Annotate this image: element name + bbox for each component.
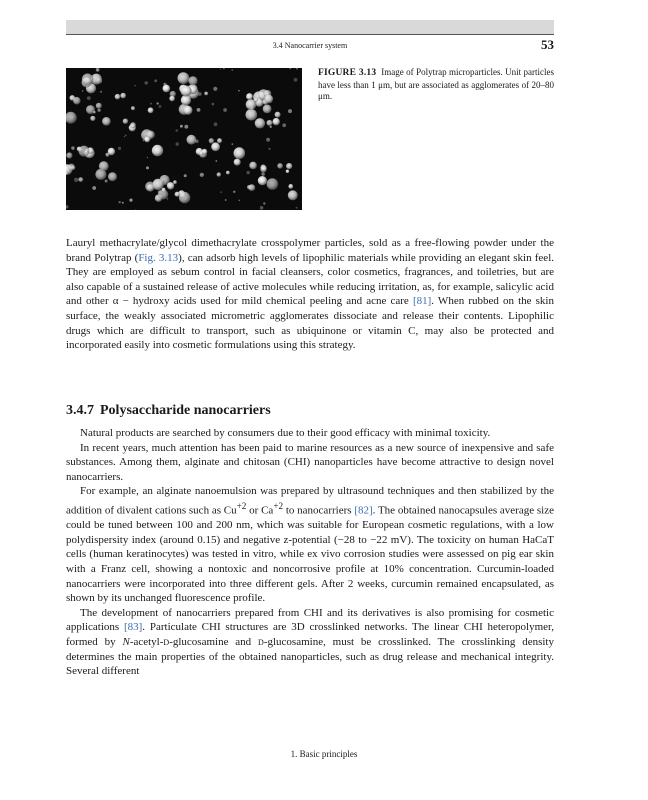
citation-link[interactable]: [82] (354, 504, 373, 517)
micrograph-particle (234, 159, 241, 166)
polytrap-micrograph-image (66, 68, 302, 210)
paragraph-alginate (66, 484, 554, 605)
micrograph-particle (169, 96, 175, 102)
micrograph-particle (90, 116, 95, 121)
micrograph-particle (123, 119, 128, 124)
micrograph-speck (98, 109, 101, 112)
micrograph-speck (220, 69, 221, 70)
micrograph-speck (146, 166, 149, 169)
micrograph-speck (158, 190, 162, 194)
micrograph-particle (173, 180, 177, 184)
micrograph-speck (220, 191, 222, 193)
superscript: +2 (236, 500, 247, 511)
micrograph-speck (158, 105, 161, 108)
micrograph-speck (143, 140, 144, 141)
micrograph-particle (130, 122, 136, 128)
micrograph-particle (254, 98, 258, 102)
micrograph-speck (253, 166, 255, 168)
micrograph-particle (152, 145, 163, 156)
text-run: Lauryl methacrylate/glycol dimethacrylate crosspolymer particles, sold as a free-flowing powder under the brand Polytrap ( (66, 237, 554, 264)
text-run: . When rubbed on the skin surface, the weakly associated micrometric agglomerates dissociate and release their contents. Lipophilic drugs which are difficult to transport, such as ubiquinone or vitamin C, may also be protected and incorporated easily into cosmetic formulations using this strategy. (66, 295, 554, 352)
page-footer: 1. Basic principles (290, 749, 358, 759)
micrograph-particle (277, 163, 283, 169)
micrograph-particle (202, 149, 208, 155)
paragraph-natural-products: Natural products are searched by consumers due to their good efficacy with minimal toxicity. (80, 427, 491, 439)
micrograph-speck (294, 78, 298, 82)
micrograph-particle (108, 172, 117, 181)
micrograph-particle (204, 92, 208, 96)
citation-link[interactable]: [83] (123, 621, 143, 634)
paragraph-polytrap (66, 236, 554, 353)
micrograph-speck (294, 194, 296, 196)
micrograph-particle (255, 118, 265, 128)
micrograph-speck (87, 96, 91, 100)
micrograph-speck (163, 83, 166, 86)
text-run: or Ca (246, 504, 274, 517)
figure-caption-text: Image of Polytrap microparticles. Unit particles have less than 1 μm, but are associated as agglomerates of 20–80 μm. (318, 67, 554, 102)
micrograph-speck (266, 138, 270, 142)
micrograph-speck (200, 173, 204, 177)
micrograph-particle (144, 137, 150, 143)
micrograph-speck (125, 135, 126, 136)
micrograph-speck (154, 79, 157, 82)
micrograph-particle (179, 192, 190, 203)
text-run: ), can adsorb high levels of lipophilic materials while providing an elegant skin feel. They are employed as sebum control in facial cleansers, color cosmetics, fragrances, and toiletries, but are also capable of a sustained release of active molecules while reducing irritation, as, for example, salicylic acid and other α − hydroxy acids used for mild chemical peeling and acne care (66, 251, 554, 308)
section-heading (66, 403, 554, 419)
small-caps-text: d (163, 635, 170, 648)
micrograph-particle (217, 138, 222, 143)
superscript: +2 (273, 500, 284, 511)
text-run: For example, an alginate nanoemulsion was prepared by ultrasound techniques and then stabilized by the addition of divalent cations such as Cu (66, 485, 554, 517)
micrograph-speck (92, 186, 96, 190)
micrograph-speck (247, 171, 250, 174)
micrograph-particle (273, 118, 280, 125)
figure-caption (318, 67, 554, 103)
micrograph-particle (131, 106, 135, 110)
header-rule (66, 34, 554, 35)
micrograph-particle (248, 184, 255, 191)
micrograph-particle (267, 178, 279, 190)
text-run: The development of nanocarriers prepared from CHI and its derivatives is also promising for cosmetic applications (66, 606, 554, 634)
micrograph-speck (167, 198, 169, 200)
small-caps-text: d (258, 635, 264, 648)
paragraph-chitosan (66, 606, 554, 679)
micrograph-speck (261, 172, 264, 175)
micrograph-speck (180, 125, 183, 128)
micrograph-particle (217, 172, 221, 176)
micrograph-particle (286, 163, 292, 169)
micrograph-particle (249, 162, 257, 170)
micrograph-speck (282, 123, 286, 127)
micrograph-particle (246, 93, 253, 100)
text-run: . Particulate CHI structures are 3D crosslinked networks. The linear CHI heteropolymer, formed by (66, 621, 555, 648)
micrograph-speck (184, 174, 187, 177)
page-number: 53 (541, 37, 554, 52)
micrograph-speck (263, 202, 265, 204)
micrograph-speck (233, 191, 235, 193)
micrograph-particle (178, 72, 190, 84)
micrograph-speck (296, 207, 298, 209)
micrograph-speck (129, 199, 132, 202)
micrograph-particle (263, 105, 272, 114)
micrograph-speck (213, 87, 217, 91)
micrograph-speck (288, 109, 292, 113)
micrograph-speck (268, 148, 270, 150)
micrograph-particle (181, 86, 192, 97)
micrograph-particle (96, 103, 102, 109)
micrograph-particle (246, 109, 258, 121)
micrograph-speck (225, 199, 227, 201)
micrograph-particle (73, 97, 81, 105)
micrograph-speck (74, 178, 78, 182)
micrograph-particle (66, 152, 72, 158)
micrograph-particle (187, 135, 197, 145)
running-section-title: 3.4 Nanocarrier system (272, 41, 348, 50)
micrograph-particle (181, 95, 191, 105)
micrograph-particle (258, 176, 267, 185)
section-body (66, 426, 554, 679)
micrograph-speck (70, 115, 73, 118)
micrograph-speck (215, 160, 217, 162)
micrograph-particle (153, 179, 164, 190)
micrograph-speck (134, 85, 136, 87)
micrograph-speck (105, 180, 108, 183)
micrograph-particle (286, 170, 290, 174)
micrograph-particle (99, 161, 109, 171)
micrograph-speck (239, 200, 240, 201)
micrograph-speck (96, 68, 100, 72)
micrograph-particle (120, 93, 126, 99)
text-run: . The obtained nanocapsules average size could be tuned between 100 and 200 nm, which was suitable for European cosmetic regulations, with a low polydispersity index (around 0.15) and negative z-potential (−28 to −22 mV). The toxicity on human HaCaT cells (human keratinocytes) was tested in vitro, while ex vivo corrosion studies were assessed on pig ear skin with a Franz cell, showing a nontoxic and noncorrosive profile at 10% concentration. Curcumin-loaded nanocarriers were incorporated into three different gels. After 2 weeks, curcumin remained encapsulated, as shown by its unchanged fluorescence profile. (66, 504, 554, 605)
micrograph-speck (197, 108, 201, 112)
micrograph-speck (147, 157, 148, 158)
micrograph-particle (82, 74, 93, 85)
micrograph-particle (209, 138, 214, 143)
micrograph-speck (124, 136, 125, 137)
micrograph-speck (150, 103, 152, 105)
micrograph-speck (223, 108, 227, 112)
micrograph-particle (102, 117, 111, 126)
micrograph-particle (106, 153, 110, 157)
micrograph-speck (122, 202, 124, 204)
text-run: -glucosamine and (169, 635, 259, 648)
micrograph-particle (265, 95, 274, 104)
micrograph-speck (212, 103, 215, 106)
micrograph-particle (288, 190, 298, 200)
micrograph-speck (176, 129, 178, 131)
micrograph-particle (78, 177, 83, 182)
paragraph-marine-resources: In recent years, much attention has been paid to marine resources as a new source of inexpensive and safe substances. Among them, alginate and chitosan (CHI) nanoparticles have become attractive to design novel nanocarriers. (66, 441, 554, 483)
figure-label: FIGURE 3.13 (318, 68, 377, 78)
micrograph-speck (71, 146, 74, 149)
micrograph-speck (270, 126, 272, 128)
section-number: 3.4.7 (66, 403, 94, 418)
text-run: to nanocarriers (283, 504, 355, 517)
micrograph-particle (148, 107, 154, 113)
micrograph-speck (260, 206, 264, 210)
micrograph-particle (188, 76, 197, 85)
micrograph-speck (119, 201, 121, 203)
citation-link[interactable]: [81] (412, 295, 432, 308)
micrograph-particle (175, 192, 180, 197)
text-run: -glucosamine, must be crosslinked. The crosslinking density determines the main properties of the obtained nanoparticles, such as drug release and mechanical integrity. Several different (66, 635, 554, 678)
micrograph-particle (211, 142, 220, 151)
micrograph-speck (198, 92, 202, 96)
figure-link[interactable]: Fig. 3.13 (138, 251, 179, 264)
micrograph-speck (195, 139, 199, 143)
micrograph-particle (167, 182, 174, 189)
micrograph-particle (260, 166, 266, 172)
italic-text: N (122, 635, 130, 648)
micrograph-particle (163, 85, 171, 93)
micrograph-speck (184, 125, 188, 129)
micrograph-particle (288, 184, 293, 189)
micrograph-speck (250, 106, 253, 109)
micrograph-particle (275, 112, 281, 118)
running-head (66, 37, 554, 55)
text-run: -acetyl- (129, 635, 164, 648)
micrograph-particle (184, 106, 193, 115)
micrograph-speck (176, 142, 179, 145)
micrograph-speck (82, 90, 84, 92)
micrograph-particle (234, 147, 246, 159)
micrograph-particle (79, 146, 90, 157)
micrograph-particle (68, 164, 75, 171)
micrograph-particle (267, 120, 273, 126)
header-band (66, 20, 554, 34)
micrograph-speck (157, 102, 159, 104)
micrograph-speck (145, 81, 148, 84)
micrograph-speck (93, 111, 96, 114)
micrograph-speck (214, 122, 218, 126)
micrograph-particle (226, 171, 230, 175)
micrograph-speck (232, 143, 234, 145)
section-title: Polysaccharide nanocarriers (100, 403, 271, 418)
micrograph-speck (100, 91, 102, 93)
micrograph-speck (232, 69, 234, 71)
micrograph-speck (118, 147, 121, 150)
micrograph-speck (238, 90, 240, 92)
micrograph-particle (115, 94, 121, 100)
